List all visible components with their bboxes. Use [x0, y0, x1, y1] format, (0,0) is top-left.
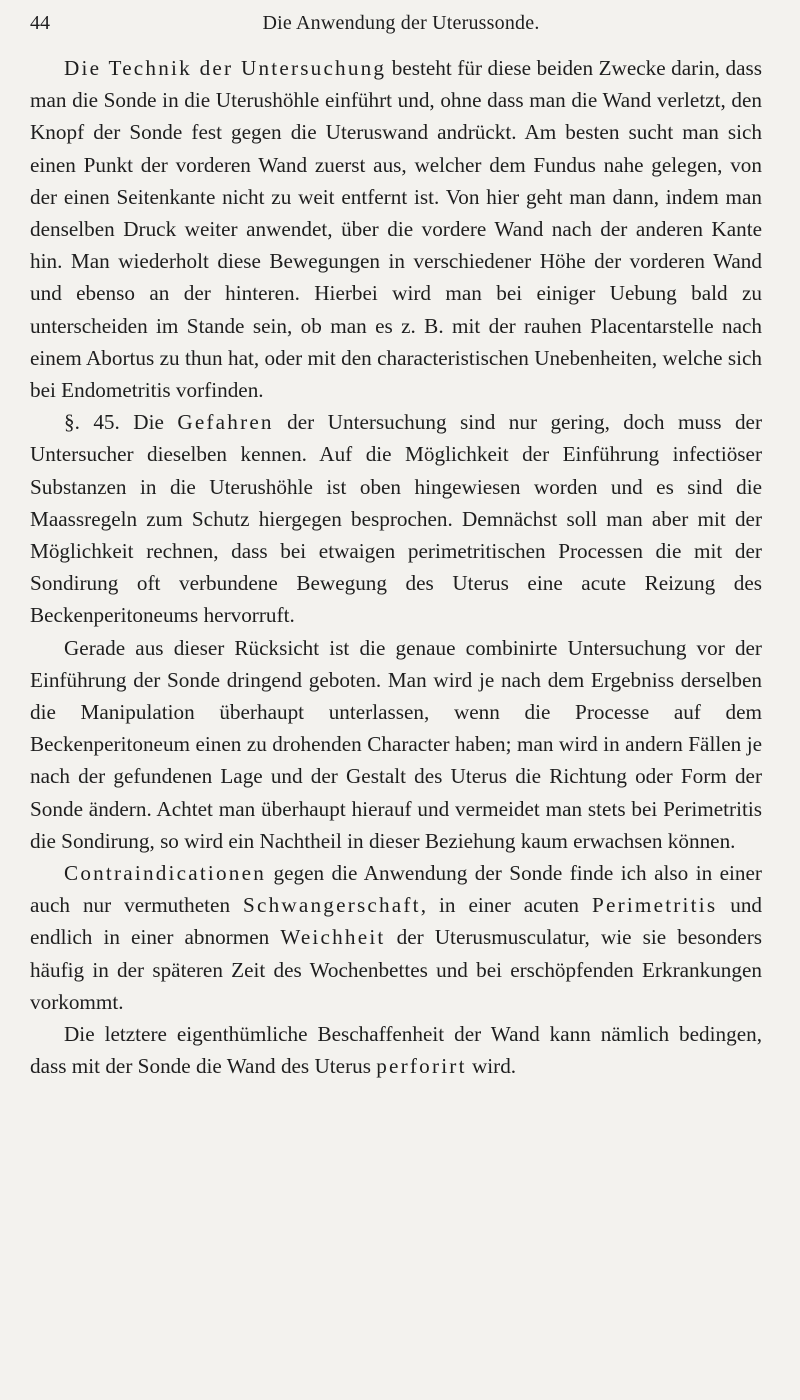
page-number: 44: [30, 12, 50, 34]
spaced-term-perforirt: perforirt: [376, 1054, 467, 1079]
spaced-term-gefahren: Gefahren: [177, 410, 274, 435]
paragraph-text: Gerade aus dieser Rücksicht ist die genaue combinirte Untersuchung vor der Einführung der Sonde dringend geboten. Man wird je nach dem Ergebniss derselben die Manipulation überhaupt unterlassen, wenn die Processe auf dem Beckenperitoneum einen zu drohenden Character haben; man wird in andern Fällen je nach der gefundenen Lage und der Gestalt des Uterus die Richtung oder Form der Sonde ändern. Achtet man überhaupt hierauf und vermeidet man stets bei Perimetritis die Sondirung, so wird ein Nachtheil in dieser Beziehung kaum erwachsen können.: [30, 635, 762, 853]
paragraph-text: Die letztere eigenthümliche Beschaffenheit der Wand kann nämlich bedingen, dass mit der Sonde die Wand des Uterus: [30, 1022, 762, 1079]
spaced-term-technik: Die Technik der Untersuchung: [64, 56, 387, 80]
spaced-term-perimetritis: Perimetritis: [592, 893, 718, 918]
running-head: [30, 9, 762, 37]
paragraph-text: , in einer acuten: [420, 893, 592, 918]
spaced-term-schwangerschaft: Schwangerschaft: [243, 893, 421, 918]
paragraph-text: der Uterusmusculatur, wie sie besonders häufig in der späteren Zeit des Wochenbettes und bei erschöpfenden Erkrankungen vorkommt.: [30, 925, 763, 1014]
paragraph-contraindications: [30, 857, 762, 1018]
paragraph-examination: [30, 632, 762, 857]
spaced-term-contraindicationen: Contraindicationen: [64, 861, 266, 886]
paragraph-text: wird.: [466, 1054, 517, 1079]
running-title: Die Anwendung der Uterussonde.: [262, 12, 540, 34]
spaced-term-weichheit: Weichheit: [280, 925, 386, 950]
paragraph-text: besteht für diese beiden Zwecke darin, dass man die Sonde in die Uterushöhle einführt und, ohne dass man die Wand verletzt, den Knopf der Sonde fest gegen die Uteruswand andrückt. Am besten sucht man sich einen Punkt der vorderen Wand zuerst aus, welcher dem Fundus nahe gelegen, von der einen Seitenkante nicht zu weit entfernt ist. Von hier geht man dann, indem man denselben Druck weiter anwendet, über die vordere Wand nach der anderen Kante hin. Man wiederholt diese Bewegungen in verschiedener Höhe der vorderen Wand und ebenso an der hinteren. Hierbei wird man bei einiger Uebung bald zu unterscheiden im Stande sein, ob man es z. B. mit der rauhen Placentarstelle nach einem Abortus zu thun hat, oder mit den characteristischen Unebenheiten, welche sich bei Endometritis vorfinden.: [30, 56, 762, 403]
paragraph-perforation: [30, 1018, 762, 1082]
paragraph-text: und endlich in einer abnormen: [30, 893, 763, 950]
paragraph-text: der Untersuchung sind nur gering, doch muss der Untersucher dieselben kennen. Auf die Möglichkeit der Einführung infectiöser Substanzen in die Uterushöhle ist oben hingewiesen worden und es sind die Maassregeln zum Schutz hiergegen besprochen. Demnächst soll man aber mit der Möglichkeit rechnen, dass bei etwaigen perimetritischen Processen die mit der Sondirung oft verbundene Bewegung des Uterus eine acute Reizung des Beckenperitoneums hervorruft.: [30, 410, 763, 628]
body-text: [30, 52, 762, 1083]
paragraph-technique: [30, 52, 762, 406]
paragraph-text: gegen die Anwendung der Sonde finde ich also in einer auch nur vermutheten: [30, 861, 762, 918]
section-label: §. 45. Die: [64, 410, 164, 435]
paragraph-section-45: [30, 406, 762, 631]
